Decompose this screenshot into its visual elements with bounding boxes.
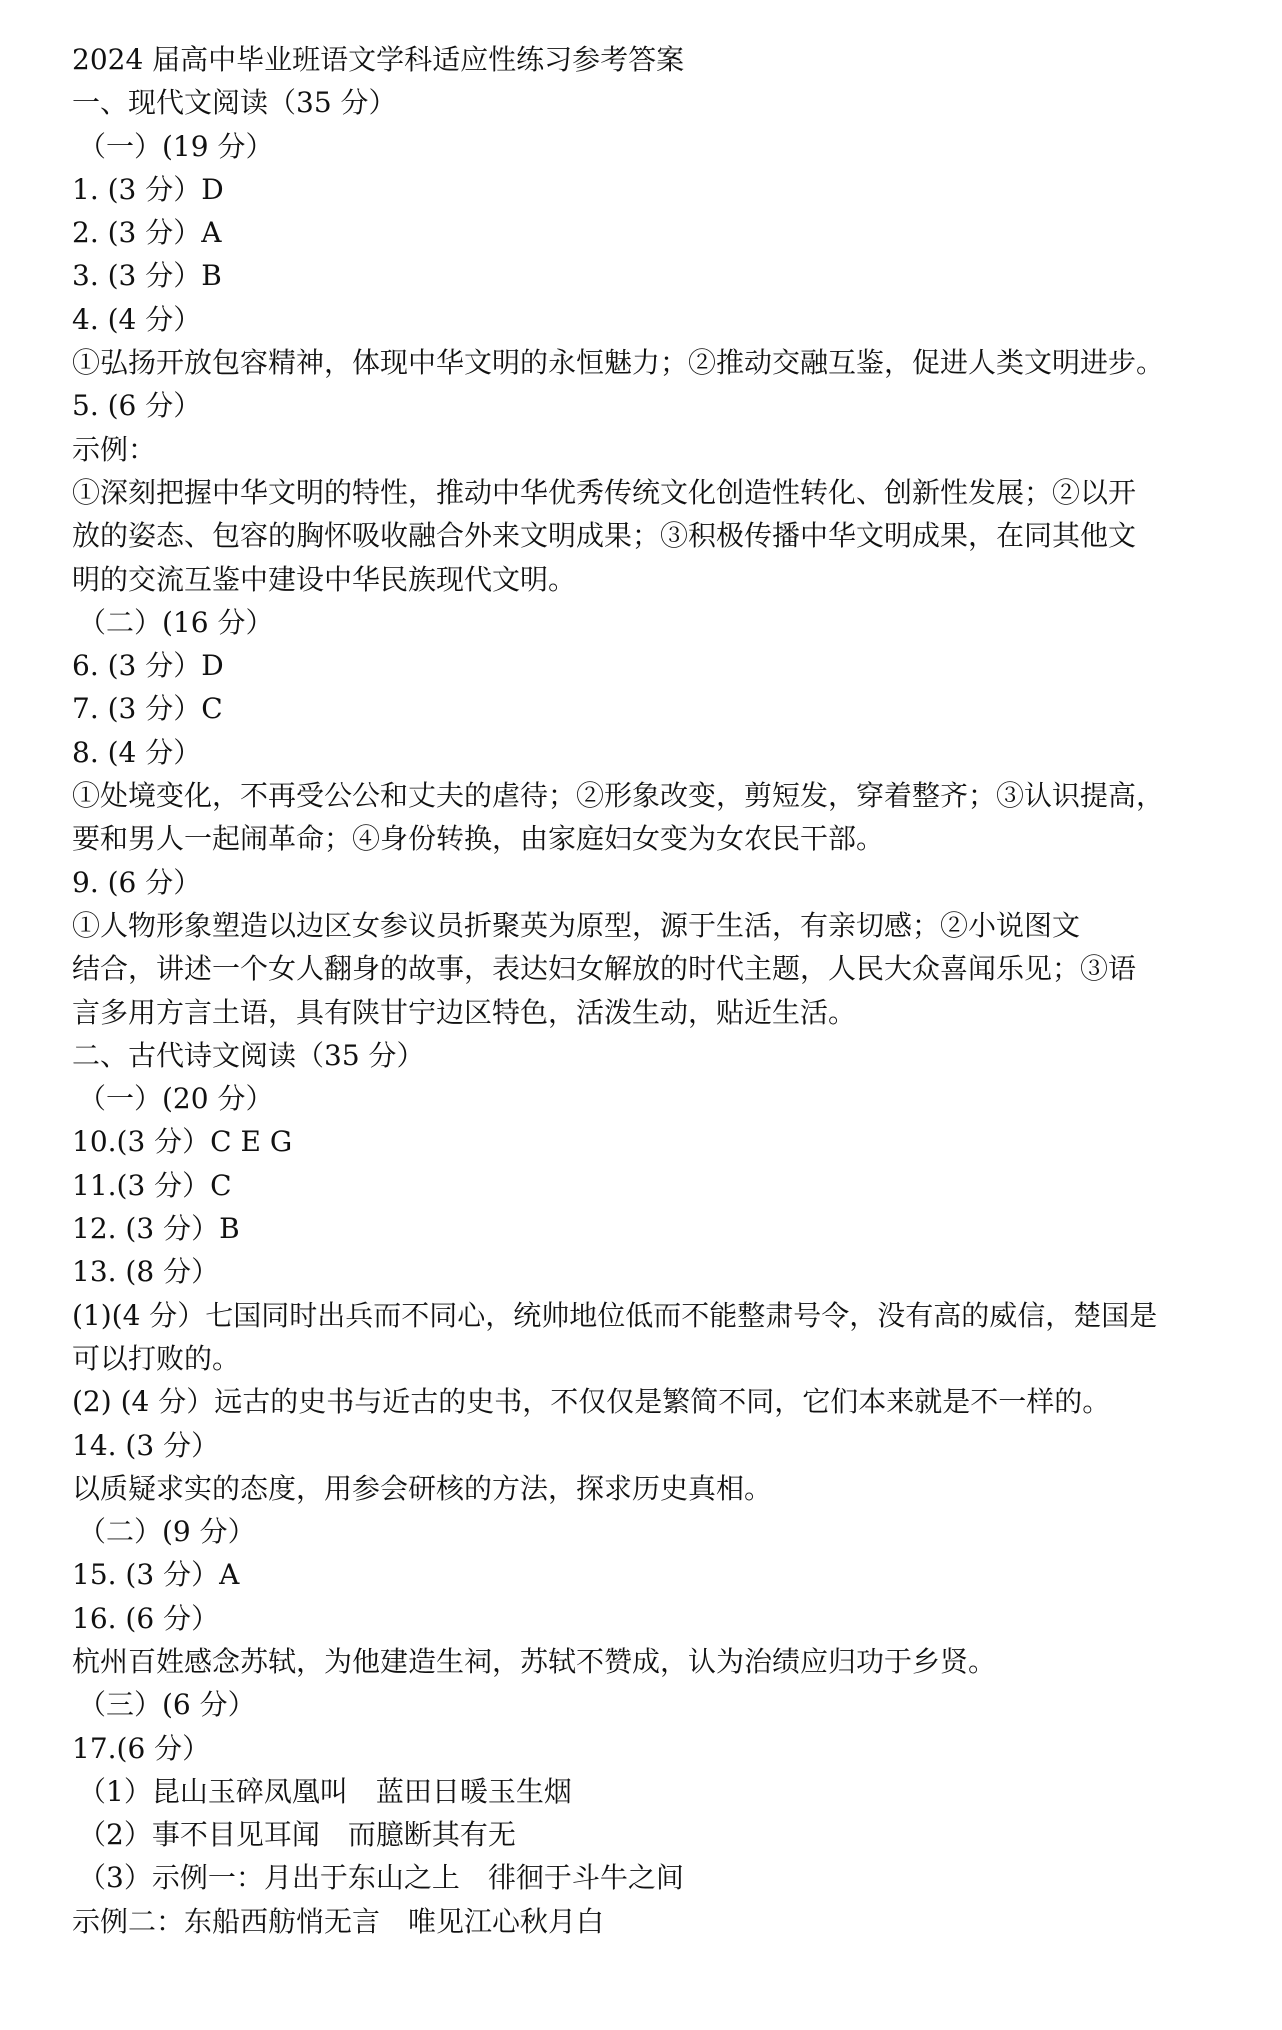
answer-key-page bbox=[72, 38, 1242, 1943]
answer-line: 16. (6 分） bbox=[72, 1601, 220, 1635]
answer-line: 8. (4 分） bbox=[72, 735, 202, 769]
answer-line: 6. (3 分）D bbox=[72, 649, 224, 683]
subsection-heading: （一）(20 分） bbox=[78, 1082, 274, 1116]
answer-line: 示例二：东船西舫悄无言 唯见江心秋月白 bbox=[72, 1904, 605, 1938]
answer-line: 2. (3 分）A bbox=[72, 216, 222, 250]
answer-line: 示例： bbox=[72, 432, 157, 466]
answer-line: 13. (8 分） bbox=[72, 1255, 220, 1289]
answer-line: 以质疑求实的态度，用参会研核的方法，探求历史真相。 bbox=[72, 1471, 773, 1505]
answer-line: 9. (6 分） bbox=[72, 865, 202, 899]
answer-line: （3）示例一：月出于东山之上 徘徊于斗牛之间 bbox=[78, 1861, 684, 1895]
answer-line: 1. (3 分）D bbox=[72, 172, 224, 206]
subsection-heading: （二）(9 分） bbox=[78, 1515, 256, 1549]
answer-line: 言多用方言土语，具有陕甘宁边区特色，活泼生动，贴近生活。 bbox=[72, 995, 857, 1029]
answer-line: （2）事不目见耳闻 而臆断其有无 bbox=[78, 1818, 516, 1852]
answer-line: 可以打败的。 bbox=[72, 1341, 241, 1375]
answer-line: 明的交流互鉴中建设中华民族现代文明。 bbox=[72, 562, 577, 596]
answer-line: 7. (3 分）C bbox=[72, 692, 223, 726]
answer-line: 3. (3 分）B bbox=[72, 259, 222, 293]
document-title: 2024 届高中毕业班语文学科适应性练习参考答案 bbox=[72, 43, 685, 76]
answer-line: 4. (4 分） bbox=[72, 302, 202, 336]
answer-line: ①人物形象塑造以边区女参议员折聚英为原型，源于生活，有亲切感；②小说图文 bbox=[72, 908, 1081, 942]
answer-line: 5. (6 分） bbox=[72, 389, 202, 423]
answer-line: 要和男人一起闹革命；④身份转换，由家庭妇女变为女农民干部。 bbox=[72, 822, 885, 856]
answer-line: 11.(3 分）C bbox=[72, 1168, 232, 1202]
answer-line: 10.(3 分）C E G bbox=[72, 1125, 293, 1159]
answer-line: ①处境变化，不再受公公和丈夫的虐待；②形象改变，剪短发，穿着整齐；③认识提高， bbox=[72, 779, 1165, 813]
answer-line: 杭州百姓感念苏轼，为他建造生祠，苏轼不赞成，认为治绩应归功于乡贤。 bbox=[72, 1644, 997, 1678]
answer-line: 14. (3 分） bbox=[72, 1428, 220, 1462]
section-heading: 一、现代文阅读（35 分） bbox=[72, 86, 397, 120]
section-heading: 二、古代诗文阅读（35 分） bbox=[72, 1038, 425, 1072]
answer-line: ①弘扬开放包容精神，体现中华文明的永恒魅力；②推动交融互鉴，促进人类文明进步。 bbox=[72, 346, 1165, 380]
subsection-heading: （一）(19 分） bbox=[78, 129, 274, 163]
answer-line: 15. (3 分）A bbox=[72, 1558, 240, 1592]
answer-line: 放的姿态、包容的胸怀吸收融合外来文明成果；③积极传播中华文明成果，在同其他文 bbox=[72, 519, 1137, 553]
answer-line: (2) (4 分）远古的史书与近古的史书，不仅仅是繁简不同，它们本来就是不一样的。 bbox=[72, 1385, 1111, 1419]
subsection-heading: （三）(6 分） bbox=[78, 1688, 256, 1722]
answer-line: 结合，讲述一个女人翻身的故事，表达妇女解放的时代主题，人民大众喜闻乐见；③语 bbox=[72, 952, 1137, 986]
answer-line: （1）昆山玉碎凤凰叫 蓝田日暖玉生烟 bbox=[78, 1774, 572, 1808]
answer-line: 12. (3 分）B bbox=[72, 1212, 240, 1246]
answer-line: 17.(6 分） bbox=[72, 1731, 211, 1765]
answer-line: ①深刻把握中华文明的特性，推动中华优秀传统文化创造性转化、创新性发展；②以开 bbox=[72, 475, 1137, 509]
subsection-heading: （二）(16 分） bbox=[78, 605, 274, 639]
answer-line: (1)(4 分）七国同时出兵而不同心，统帅地位低而不能整肃号令，没有高的威信，楚国是 bbox=[72, 1298, 1158, 1332]
